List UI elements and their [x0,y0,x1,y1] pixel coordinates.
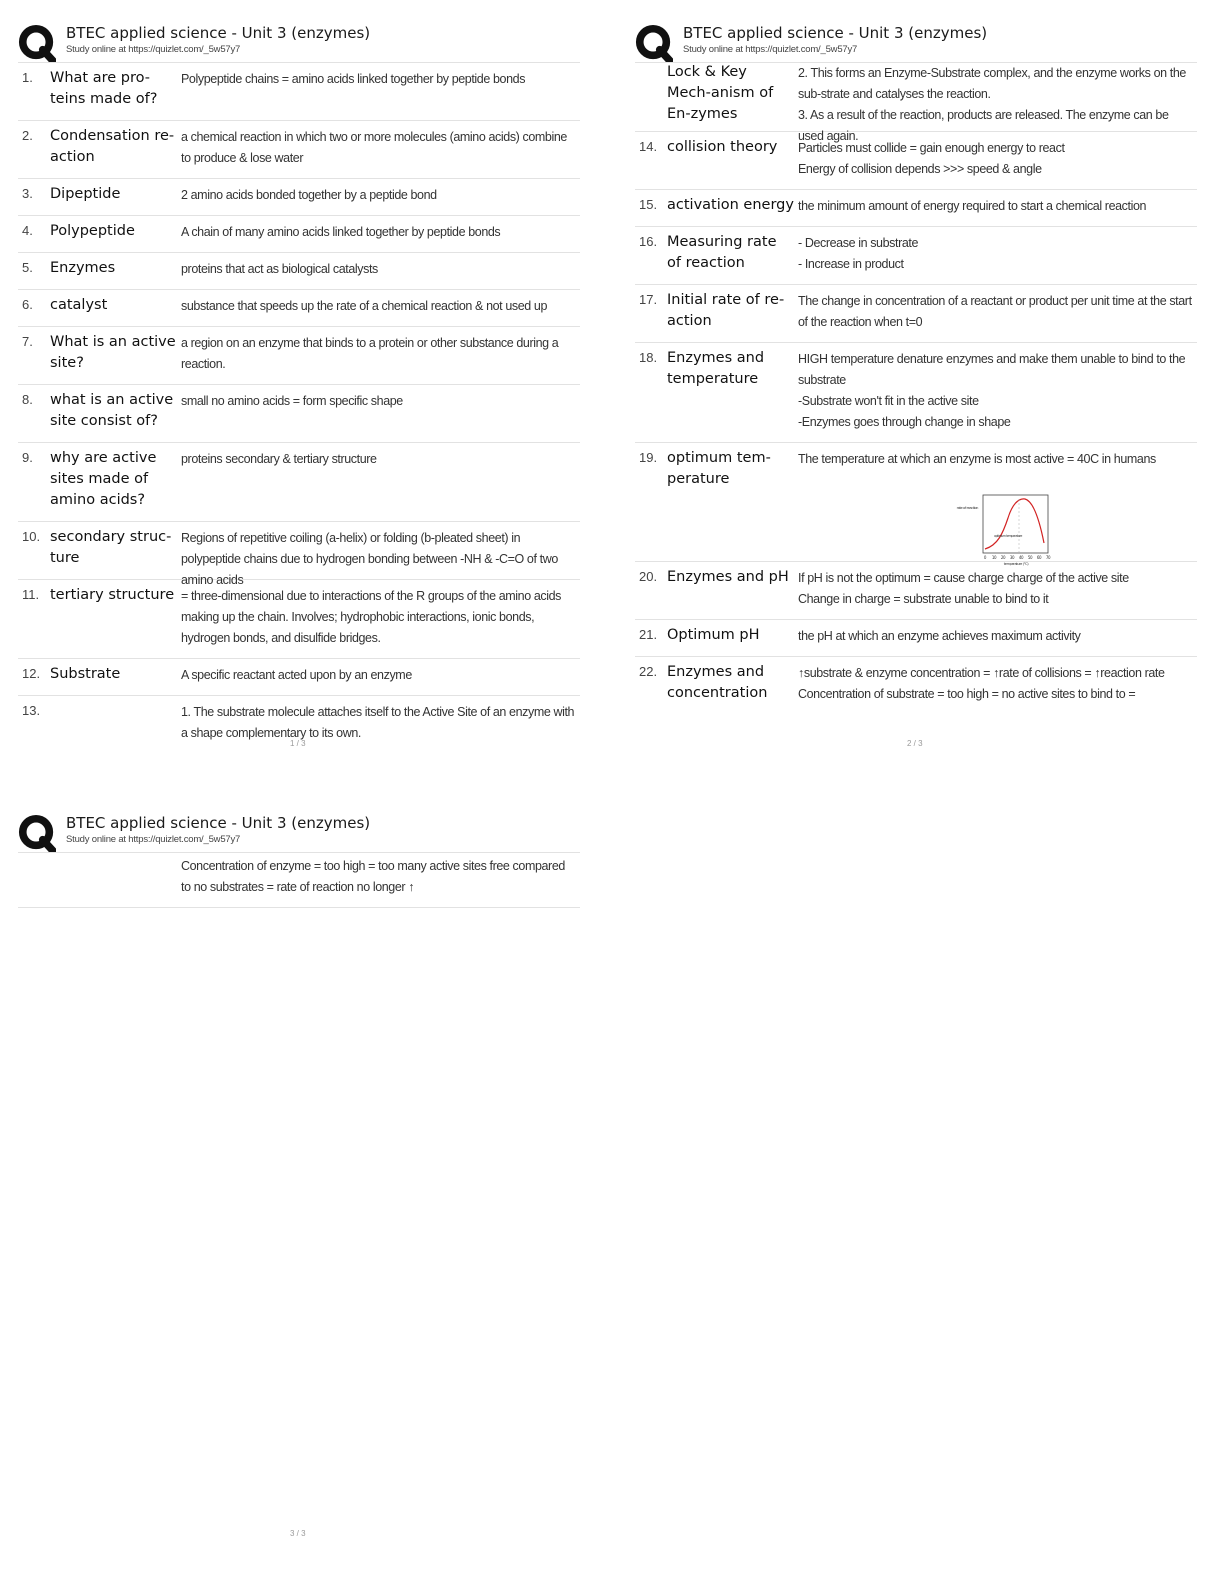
card-definition: If pH is not the optimum = cause charge charge of the active site Change in charge = substrate unable to bind to it [798,571,1129,606]
flashcard-row [635,657,1197,714]
page-number: 2 / 3 [907,739,923,748]
graph-xlabel: temperature (°C) [1003,562,1029,566]
card-number: 3. [22,186,33,201]
card-definition: 2 amino acids bonded together by a peptide bond [181,188,437,202]
card-number: 17. [639,292,658,307]
flashcard-row [635,285,1197,343]
card-number: 6. [22,297,33,312]
flashcard-row [18,580,580,659]
x-tick-label: 60 [1036,555,1042,560]
card-term: Lock & Key Mech-anism of En-zymes [667,64,774,122]
graph-ylabel: rate of reaction [956,506,978,510]
page-1 [18,22,580,753]
flashcard-row [18,385,580,443]
flashcard-row [18,216,580,253]
card-definition: the minimum amount of energy required to start a chemical reaction [798,199,1147,213]
document-title: BTEC applied science - Unit 3 (enzymes) [683,24,988,42]
flashcard-row [18,327,580,385]
card-term: optimum tem-perature [667,450,771,487]
card-definition: HIGH temperature denature enzymes and make them unable to bind to the substrate -Substrate won't fit in the active site -Enzymes goes through change in shape [798,352,1186,429]
quizlet-logo-icon [18,24,56,62]
card-definition: proteins that act as biological catalysts [181,262,378,276]
document-title: BTEC applied science - Unit 3 (enzymes) [66,24,371,42]
card-definition: A specific reactant acted upon by an enzyme [181,668,412,682]
graph-svg [938,493,1063,568]
card-number: 5. [22,260,33,275]
card-number: 15. [639,197,658,212]
flashcard-row [18,853,580,908]
graph-annotation: optimum temperature [994,534,1022,538]
card-number: 4. [22,223,33,238]
card-term: Enzymes and temperature [667,350,765,387]
page-header [18,22,580,63]
flashcard-row [635,343,1197,443]
card-definition: The temperature at which an enzyme is most active = 40C in humans rate of reaction optimum temperature 0 10 20 30 40 50 60 70 temperature (°C) [798,452,1156,566]
card-term: Enzymes [50,260,116,276]
card-number: 21. [639,627,658,642]
card-number: 7. [22,334,33,349]
flashcard-row [635,443,1197,566]
card-number: 10. [22,529,41,544]
x-tick-label: 50 [1027,555,1033,560]
card-definition: A chain of many amino acids linked together by peptide bonds [181,225,501,239]
card-definition: Polypeptide chains = amino acids linked together by peptide bonds [181,72,526,86]
card-definition: The change in concentration of a reactant or product per unit time at the start of the reaction when t=0 [798,294,1192,329]
card-term: What are pro-teins made of? [50,70,158,107]
card-definition: 2. This forms an Enzyme-Substrate complex, and the enzyme works on the sub-strate and catalyses the reaction. 3. As a result of the reaction, products are released. The enzyme can be used again. [798,66,1186,143]
flashcard-row [18,443,580,522]
card-number: 8. [22,392,33,407]
x-tick-label: 10 [991,555,997,560]
card-definition: - Decrease in substrate - Increase in product [798,236,919,271]
card-definition: = three-dimensional due to interactions of the R groups of the amino acids making up the chain. Involves; hydrophobic interactions, ionic bonds, hydrogen bonds, and disulfide bridges. [181,589,562,645]
card-term: activation energy [667,197,794,213]
card-term: Measuring rate of reaction [667,234,777,271]
card-term: Enzymes and concentration [667,664,768,701]
card-term: collision theory [667,139,778,155]
document-title: BTEC applied science - Unit 3 (enzymes) [66,814,371,832]
card-number: 11. [22,587,40,602]
temperature-rate-graph [938,493,1063,568]
card-term: catalyst [50,297,108,313]
study-link[interactable]: Study online at https://quizlet.com/_5w57y7 [66,834,241,845]
card-definition: a region on an enzyme that binds to a protein or other substance during a reaction. [181,336,559,371]
card-term: Dipeptide [50,186,121,202]
card-term: why are active sites made of amino acids? [50,450,157,508]
card-term: Initial rate of re-action [667,292,785,329]
card-definition: the pH at which an enzyme achieves maximum activity [798,629,1081,643]
card-definition: ↑substrate & enzyme concentration = ↑rate of collisions = ↑reaction rate Concentration of substrate = too high = no active sites to bind to = [798,666,1165,701]
flashcard-row [635,132,1197,190]
card-definition: substance that speeds up the rate of a chemical reaction & not used up [181,299,548,313]
study-link[interactable]: Study online at https://quizlet.com/_5w57y7 [683,44,858,55]
graph-x-ticks [984,555,1051,560]
card-number: 1. [22,70,33,85]
flashcard-row [18,253,580,290]
flashcard-row [18,179,580,216]
card-term: Enzymes and pH [667,569,789,585]
card-definition: a chemical reaction in which two or more molecules (amino acids) combine to produce & lose water [181,130,567,165]
flashcard-row [18,63,580,121]
flashcard-row [635,190,1197,227]
card-number: 20. [639,569,658,584]
x-tick-label: 0 [983,555,987,560]
flashcard-row [18,290,580,327]
x-tick-label: 70 [1045,555,1051,560]
card-definition: Concentration of enzyme = too high = too many active sites free compared to no substrates = rate of reaction no longer ↑ [181,859,565,894]
card-number: 19. [639,450,658,465]
flashcard-row [635,227,1197,285]
card-definition: 1. The substrate molecule attaches itself to the Active Site of an enzyme with a shape complementary to its own. [181,705,575,740]
card-term: Polypeptide [50,223,135,239]
x-tick-label: 40 [1018,555,1024,560]
card-term: tertiary structure [50,587,175,603]
card-number: 13. [22,703,41,718]
flashcard-row [635,620,1197,657]
card-number: 22. [639,664,658,679]
card-term: Substrate [50,666,121,682]
card-number: 12. [22,666,41,681]
study-link[interactable]: Study online at https://quizlet.com/_5w57y7 [66,44,241,55]
flashcard-row [18,121,580,179]
card-term: Condensation re-action [50,128,175,165]
card-term: what is an active site consist of? [50,392,174,429]
card-number: 9. [22,450,33,465]
x-tick-label: 20 [1000,555,1006,560]
page-number: 3 / 3 [290,1529,306,1538]
card-term: What is an active site? [50,334,176,371]
card-term: secondary struc-ture [50,529,172,566]
flashcard-row [635,562,1197,620]
card-number: 18. [639,350,658,365]
card-definition: proteins secondary & tertiary structure [181,452,377,466]
card-definition: Particles must collide = gain enough energy to react Energy of collision depends >>> speed & angle [798,141,1065,176]
flashcard-row [635,57,1197,143]
flashcard-row [18,522,580,587]
x-tick-label: 30 [1009,555,1015,560]
page-number: 1 / 3 [290,739,306,748]
card-number: 16. [639,234,658,249]
card-definition: small no amino acids = form specific shape [181,394,403,408]
card-number: 14. [639,139,658,154]
flashcard-row [18,659,580,696]
page-2 [635,22,1197,748]
card-number: 2. [22,128,33,143]
page-3 [18,812,580,1538]
quizlet-logo-icon [18,814,56,852]
page-header [18,812,580,853]
card-definition: Regions of repetitive coiling (a-helix) or folding (b-pleated sheet) in polypeptide chains due to hydrogen bonding between -NH & -C=O of two amino acids [181,531,558,587]
card-term: Optimum pH [667,627,760,643]
